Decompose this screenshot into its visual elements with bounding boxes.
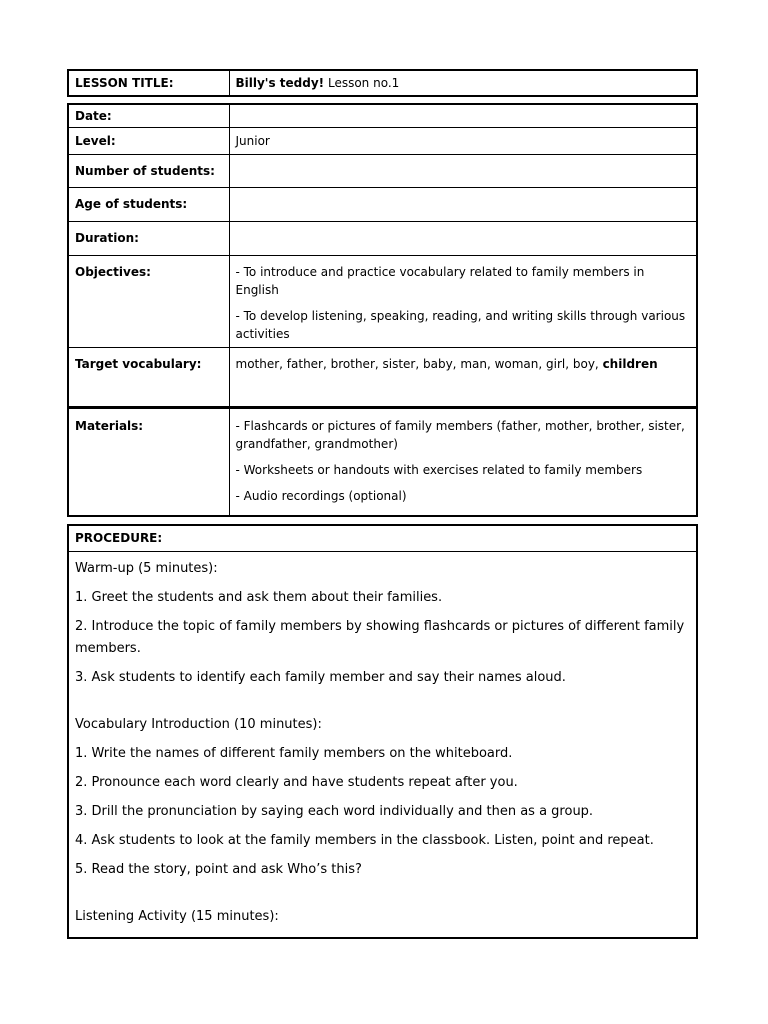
listening-title: Listening Activity (15 minutes): xyxy=(75,908,279,924)
objective-item: - To introduce and practice vocabulary related to family members in English xyxy=(235,265,645,297)
students-label: Number of students: xyxy=(68,155,229,188)
vocab-label: Target vocabulary: xyxy=(68,348,229,408)
vocab-bold: children xyxy=(602,357,658,371)
procedure-heading: PROCEDURE: xyxy=(68,525,697,551)
duration-label: Duration: xyxy=(68,222,229,256)
objective-item: - To develop listening, speaking, reading, and writing skills through various activities xyxy=(235,309,686,341)
vocab-value xyxy=(229,348,697,408)
material-item: - Audio recordings (optional) xyxy=(235,489,407,503)
age-label: Age of students: xyxy=(68,188,229,222)
warmup-step: 2. Introduce the topic of family members by showing flashcards or pictures of different family members. xyxy=(75,618,685,656)
vocab-step: 1. Write the names of different family members on the whiteboard. xyxy=(75,745,513,761)
vocab-step: 4. Ask students to look at the family members in the classbook. Listen, point and repeat. xyxy=(75,832,654,848)
material-item: - Flashcards or pictures of family members (father, mother, brother, sister, grandfather, grandmother) xyxy=(235,419,685,451)
date-value xyxy=(229,104,697,128)
warmup-step: 1. Greet the students and ask them about their families. xyxy=(75,589,443,605)
lesson-title-bold: Billy's teddy! xyxy=(235,76,325,90)
vocab-intro-title: Vocabulary Introduction (10 minutes): xyxy=(75,716,322,732)
warmup-step: 3. Ask students to identify each family member and say their names aloud. xyxy=(75,669,566,685)
vocab-step: 5. Read the story, point and ask Who’s this? xyxy=(75,861,362,877)
materials-label: Materials: xyxy=(68,408,229,516)
lesson-title-value xyxy=(229,70,697,96)
lesson-title-label: LESSON TITLE: xyxy=(68,70,229,96)
material-item: - Worksheets or handouts with exercises related to family members xyxy=(235,463,643,477)
lesson-info-table xyxy=(67,103,698,517)
students-value xyxy=(229,155,697,188)
age-value xyxy=(229,188,697,222)
vocab-step: 2. Pronounce each word clearly and have students repeat after you. xyxy=(75,774,518,790)
procedure-body xyxy=(68,551,697,938)
level-label: Level: xyxy=(68,128,229,155)
procedure-table xyxy=(67,524,698,939)
spacer xyxy=(75,696,690,714)
vocab-step: 3. Drill the pronunciation by saying each word individually and then as a group. xyxy=(75,803,594,819)
materials-list xyxy=(229,408,697,516)
duration-value xyxy=(229,222,697,256)
objectives-list xyxy=(229,256,697,348)
lesson-title-table xyxy=(67,69,698,97)
vocab-plain: mother, father, brother, sister, baby, man, woman, girl, boy, xyxy=(235,357,603,371)
level-value: Junior xyxy=(229,128,697,155)
lesson-title-rest: Lesson no.1 xyxy=(324,76,400,90)
spacer xyxy=(75,888,690,906)
date-label: Date: xyxy=(68,104,229,128)
objectives-label: Objectives: xyxy=(68,256,229,348)
warmup-title: Warm-up (5 minutes): xyxy=(75,560,218,576)
